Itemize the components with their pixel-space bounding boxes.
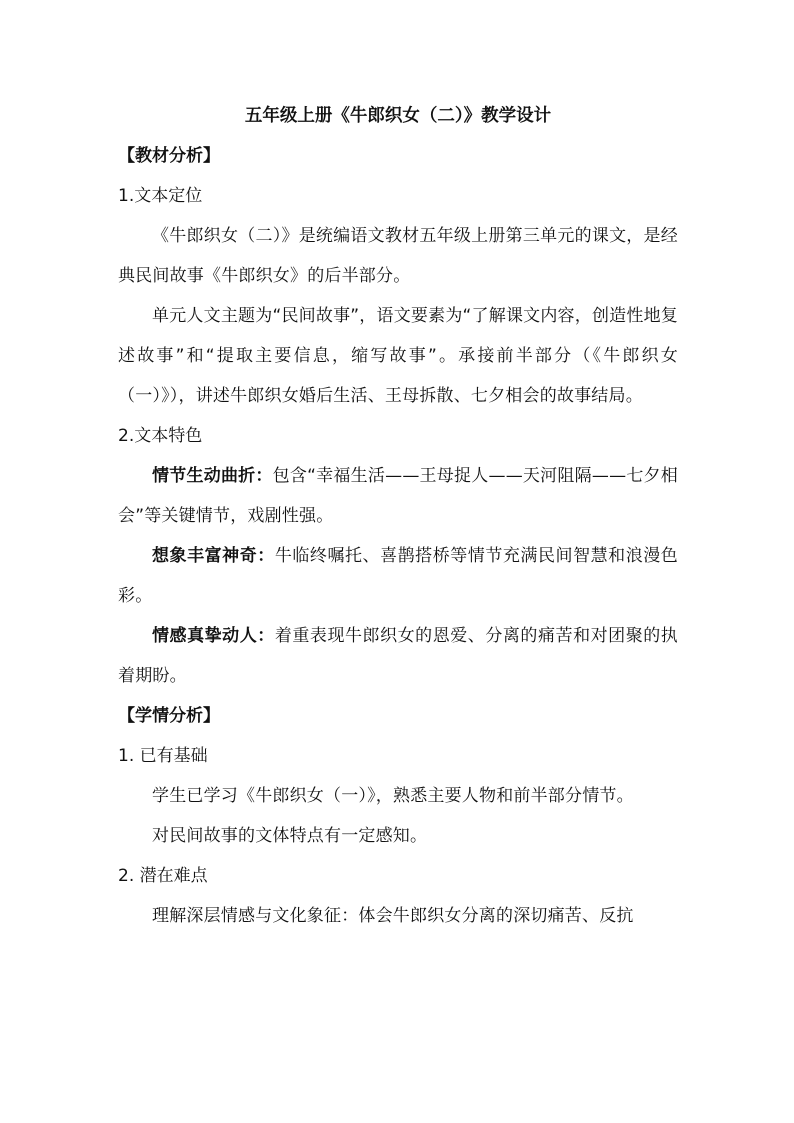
subheading-text-positioning: 1.文本定位	[118, 186, 203, 206]
feature-paragraph	[118, 616, 678, 696]
feature-lead: 情感真挚动人：	[152, 626, 275, 646]
feature-lead: 想象丰富神奇：	[152, 546, 275, 566]
paragraph: 对民间故事的文体特点有一定感知。	[152, 826, 428, 846]
paragraph: 学生已学习《牛郎织女（一）》，熟悉主要人物和前半部分情节。	[152, 786, 634, 806]
feature-text: 包含“幸福生活——王母捉人——天河阻隔——七夕相会”等关键情节，戏剧性强。	[118, 466, 678, 526]
section-heading-textbook-analysis: 【教材分析】	[118, 146, 220, 166]
subheading-text-features: 2.文本特色	[118, 426, 203, 446]
paragraph: 《牛郎织女（二）》是统编语文教材五年级上册第三单元的课文，是经典民间故事《牛郎织女》的后半部分。	[118, 226, 678, 286]
feature-paragraph	[118, 536, 678, 616]
feature-text: 牛临终嘱托、喜鹊搭桥等情节充满民间智慧和浪漫色彩。	[118, 546, 678, 606]
paragraph: 理解深层情感与文化象征：体会牛郎织女分离的深切痛苦、反抗	[152, 906, 634, 926]
document-body	[118, 96, 678, 936]
feature-paragraph	[118, 456, 678, 536]
document-title: 五年级上册《牛郎织女（二）》教学设计	[244, 106, 552, 126]
paragraph: 单元人文主题为“民间故事”，语文要素为“了解课文内容，创造性地复述故事”和“提取主要信息，缩写故事”。承接前半部分（《牛郎织女（一）》），讲述牛郎织女婚后生活、王母拆散、七夕相会的故事结局。	[118, 306, 678, 406]
feature-text: 着重表现牛郎织女的恩爱、分离的痛苦和对团聚的执着期盼。	[118, 626, 678, 686]
section-heading-learner-analysis: 【学情分析】	[118, 706, 220, 726]
subheading-potential-difficulties: 2. 潜在难点	[118, 866, 208, 886]
subheading-existing-foundation: 1. 已有基础	[118, 746, 208, 766]
feature-lead: 情节生动曲折：	[152, 466, 273, 486]
